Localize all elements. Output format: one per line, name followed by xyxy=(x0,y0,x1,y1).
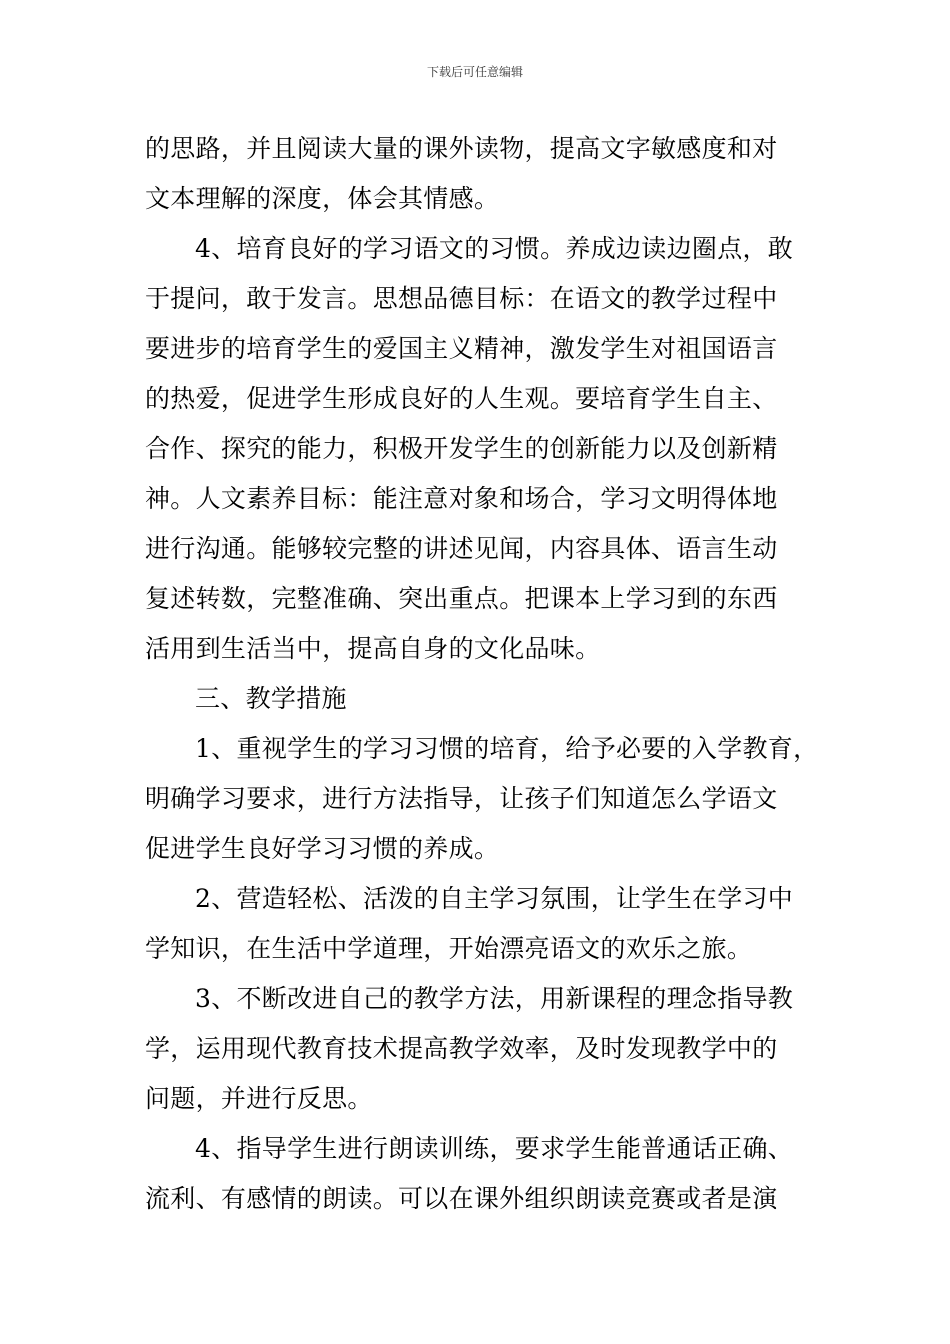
text-line-20: 问题，并进行反思。 xyxy=(145,1084,373,1113)
text-line-11: 活用到生活当中，提高自身的文化品味。 xyxy=(145,634,601,663)
text-line-2: 文本理解的深度，体会其情感。 xyxy=(145,184,500,213)
text-line-21: 4、指导学生进行朗读训练，要求学生能普通话正确、 xyxy=(195,1134,794,1163)
text-line-10: 复述转数，完整准确、突出重点。把课本上学习到的东西 xyxy=(145,584,778,613)
text-line-19: 学，运用现代教育技术提高教学效率，及时发现教学中的 xyxy=(145,1034,778,1063)
text-line-16: 2、营造轻松、活泼的自主学习氛围，让学生在学习中 xyxy=(195,884,794,913)
text-line-17: 学知识，在生活中学道理，开始漂亮语文的欢乐之旅。 xyxy=(145,934,753,963)
text-line-18: 3、不断改进自己的教学方法，用新课程的理念指导教 xyxy=(195,984,794,1013)
page-header: 下载后可任意编辑 xyxy=(426,65,523,79)
text-line-15: 促进学生良好学习习惯的养成。 xyxy=(145,834,500,863)
text-line-6: 的热爱，促进学生形成良好的人生观。要培育学生自主、 xyxy=(145,384,778,413)
section-heading: 三、教学措施 xyxy=(195,684,347,713)
text-line-3: 4、培育良好的学习语文的习惯。养成边读边圈点，敢 xyxy=(195,234,794,263)
text-line-5: 要进步的培育学生的爱国主义精神，激发学生对祖国语言 xyxy=(145,334,778,363)
text-line-9: 进行沟通。能够较完整的讲述见闻，内容具体、语言生动 xyxy=(145,534,778,563)
document-body xyxy=(145,124,819,1224)
text-line-14: 明确学习要求，进行方法指导，让孩子们知道怎么学语文 xyxy=(145,784,778,813)
text-line-13: 1、重视学生的学习习惯的培育，给予必要的入学教育， xyxy=(195,734,819,763)
text-line-22: 流利、有感情的朗读。可以在课外组织朗读竞赛或者是演 xyxy=(145,1184,778,1213)
text-line-1: 的思路，并且阅读大量的课外读物，提高文字敏感度和对 xyxy=(145,134,778,163)
text-line-7: 合作、探究的能力，积极开发学生的创新能力以及创新精 xyxy=(145,434,778,463)
text-line-4: 于提问，敢于发言。思想品德目标：在语文的教学过程中 xyxy=(145,284,778,313)
text-line-8: 神。人文素养目标：能注意对象和场合，学习文明得体地 xyxy=(145,484,778,513)
